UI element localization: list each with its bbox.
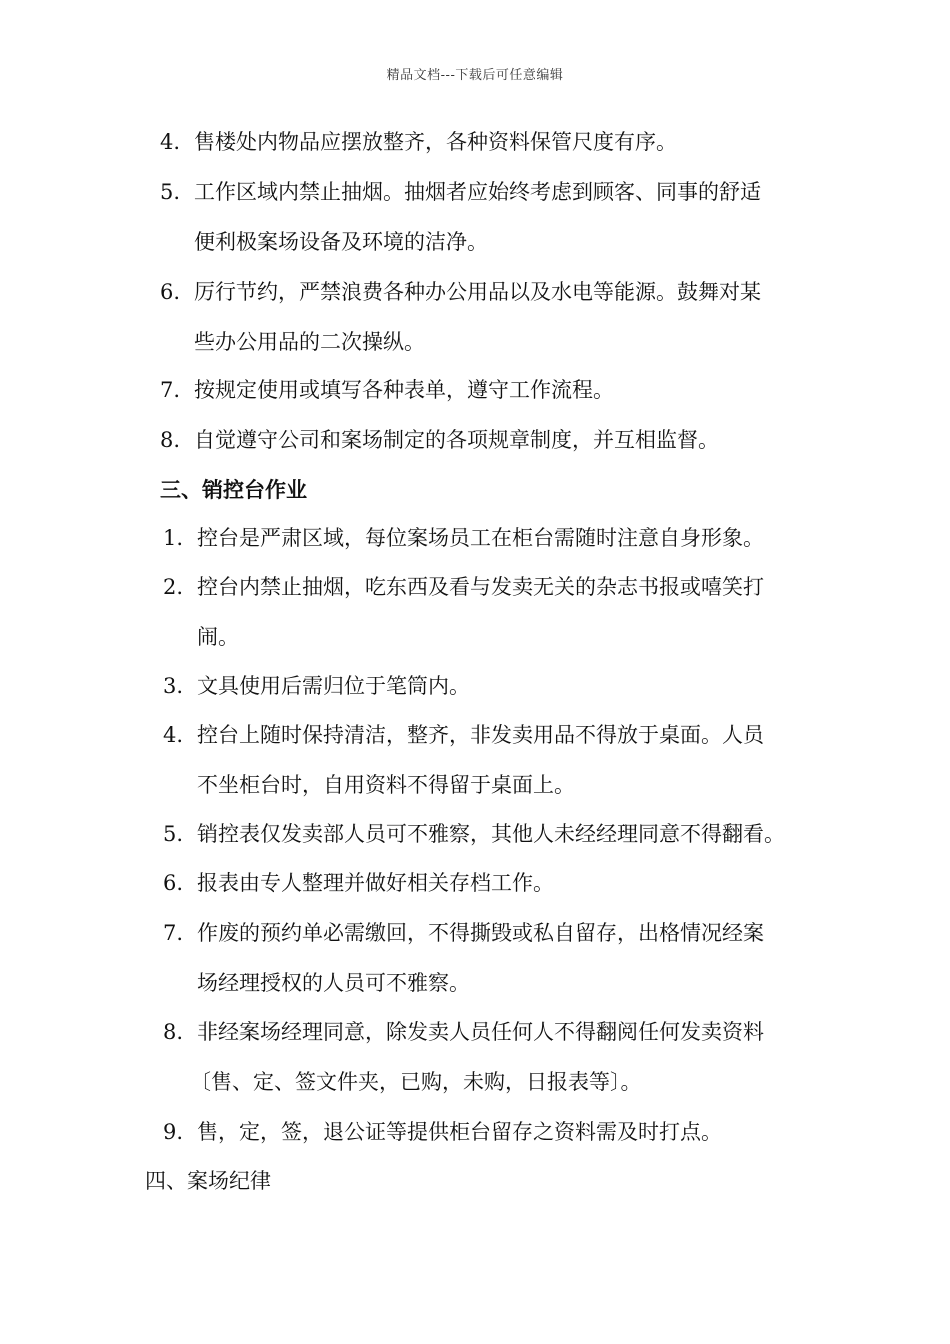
item-text: 控台内禁止抽烟，吃东西及看与发卖无关的杂志书报或嘻笑打 (197, 575, 764, 599)
item-number: 6. (163, 871, 184, 895)
item-text: 售楼处内物品应摆放整齐，各种资料保管尺度有序。 (194, 130, 677, 154)
item-text: 厉行节约，严禁浪费各种办公用品以及水电等能源。鼓舞对某 (194, 280, 761, 304)
item-number: 4. (163, 723, 184, 747)
item-text: 〔售、定、签文件夹，已购，未购，日报表等〕。 (190, 1070, 642, 1094)
item-text: 报表由专人整理并做好相关存档工作。 (197, 871, 554, 895)
item-number: 8. (163, 1020, 184, 1044)
item-text: 不坐柜台时，自用资料不得留于桌面上。 (197, 773, 575, 797)
item-number: 4. (160, 130, 181, 154)
item-text: 控台是严肃区域，每位案场员工在柜台需随时注意自身形象。 (197, 526, 764, 550)
item-number: 5. (163, 822, 184, 846)
section-heading: 三、销控台作业 (160, 477, 307, 502)
item-text: 控台上随时保持清洁，整齐，非发卖用品不得放于桌面。人员 (197, 723, 764, 747)
item-number: 2. (163, 575, 184, 599)
item-text: 工作区域内禁止抽烟。抽烟者应始终考虑到顾客、同事的舒适 (194, 180, 761, 204)
section-heading: 四、案场纪律 (145, 1169, 271, 1193)
item-text: 售，定，签，退公证等提供柜台留存之资料需及时打点。 (197, 1120, 722, 1144)
item-number: 7. (163, 921, 184, 945)
item-text: 作废的预约单必需缴回，不得撕毁或私自留存，出格情况经案 (197, 921, 764, 945)
item-number: 6. (160, 280, 181, 304)
item-text: 闹。 (197, 625, 239, 649)
page-header: 精品文档---下载后可任意编辑 (386, 68, 564, 83)
item-number: 1. (163, 526, 184, 550)
item-number: 3. (163, 674, 184, 698)
item-text: 文具使用后需归位于笔筒内。 (197, 674, 470, 698)
item-number: 9. (163, 1120, 184, 1144)
item-number: 7. (160, 378, 181, 402)
item-text: 些办公用品的二次操纵。 (194, 330, 425, 354)
item-text: 便利极案场设备及环境的洁净。 (194, 230, 488, 254)
item-number: 8. (160, 428, 181, 452)
item-text: 按规定使用或填写各种表单，遵守工作流程。 (194, 378, 614, 402)
item-text: 销控表仅发卖部人员可不雅察，其他人未经经理同意不得翻看。 (197, 822, 785, 846)
item-text: 自觉遵守公司和案场制定的各项规章制度，并互相监督。 (194, 428, 719, 452)
item-text: 非经案场经理同意，除发卖人员任何人不得翻阅任何发卖资料 (197, 1020, 764, 1044)
item-text: 场经理授权的人员可不雅察。 (197, 971, 470, 995)
item-number: 5. (160, 180, 181, 204)
